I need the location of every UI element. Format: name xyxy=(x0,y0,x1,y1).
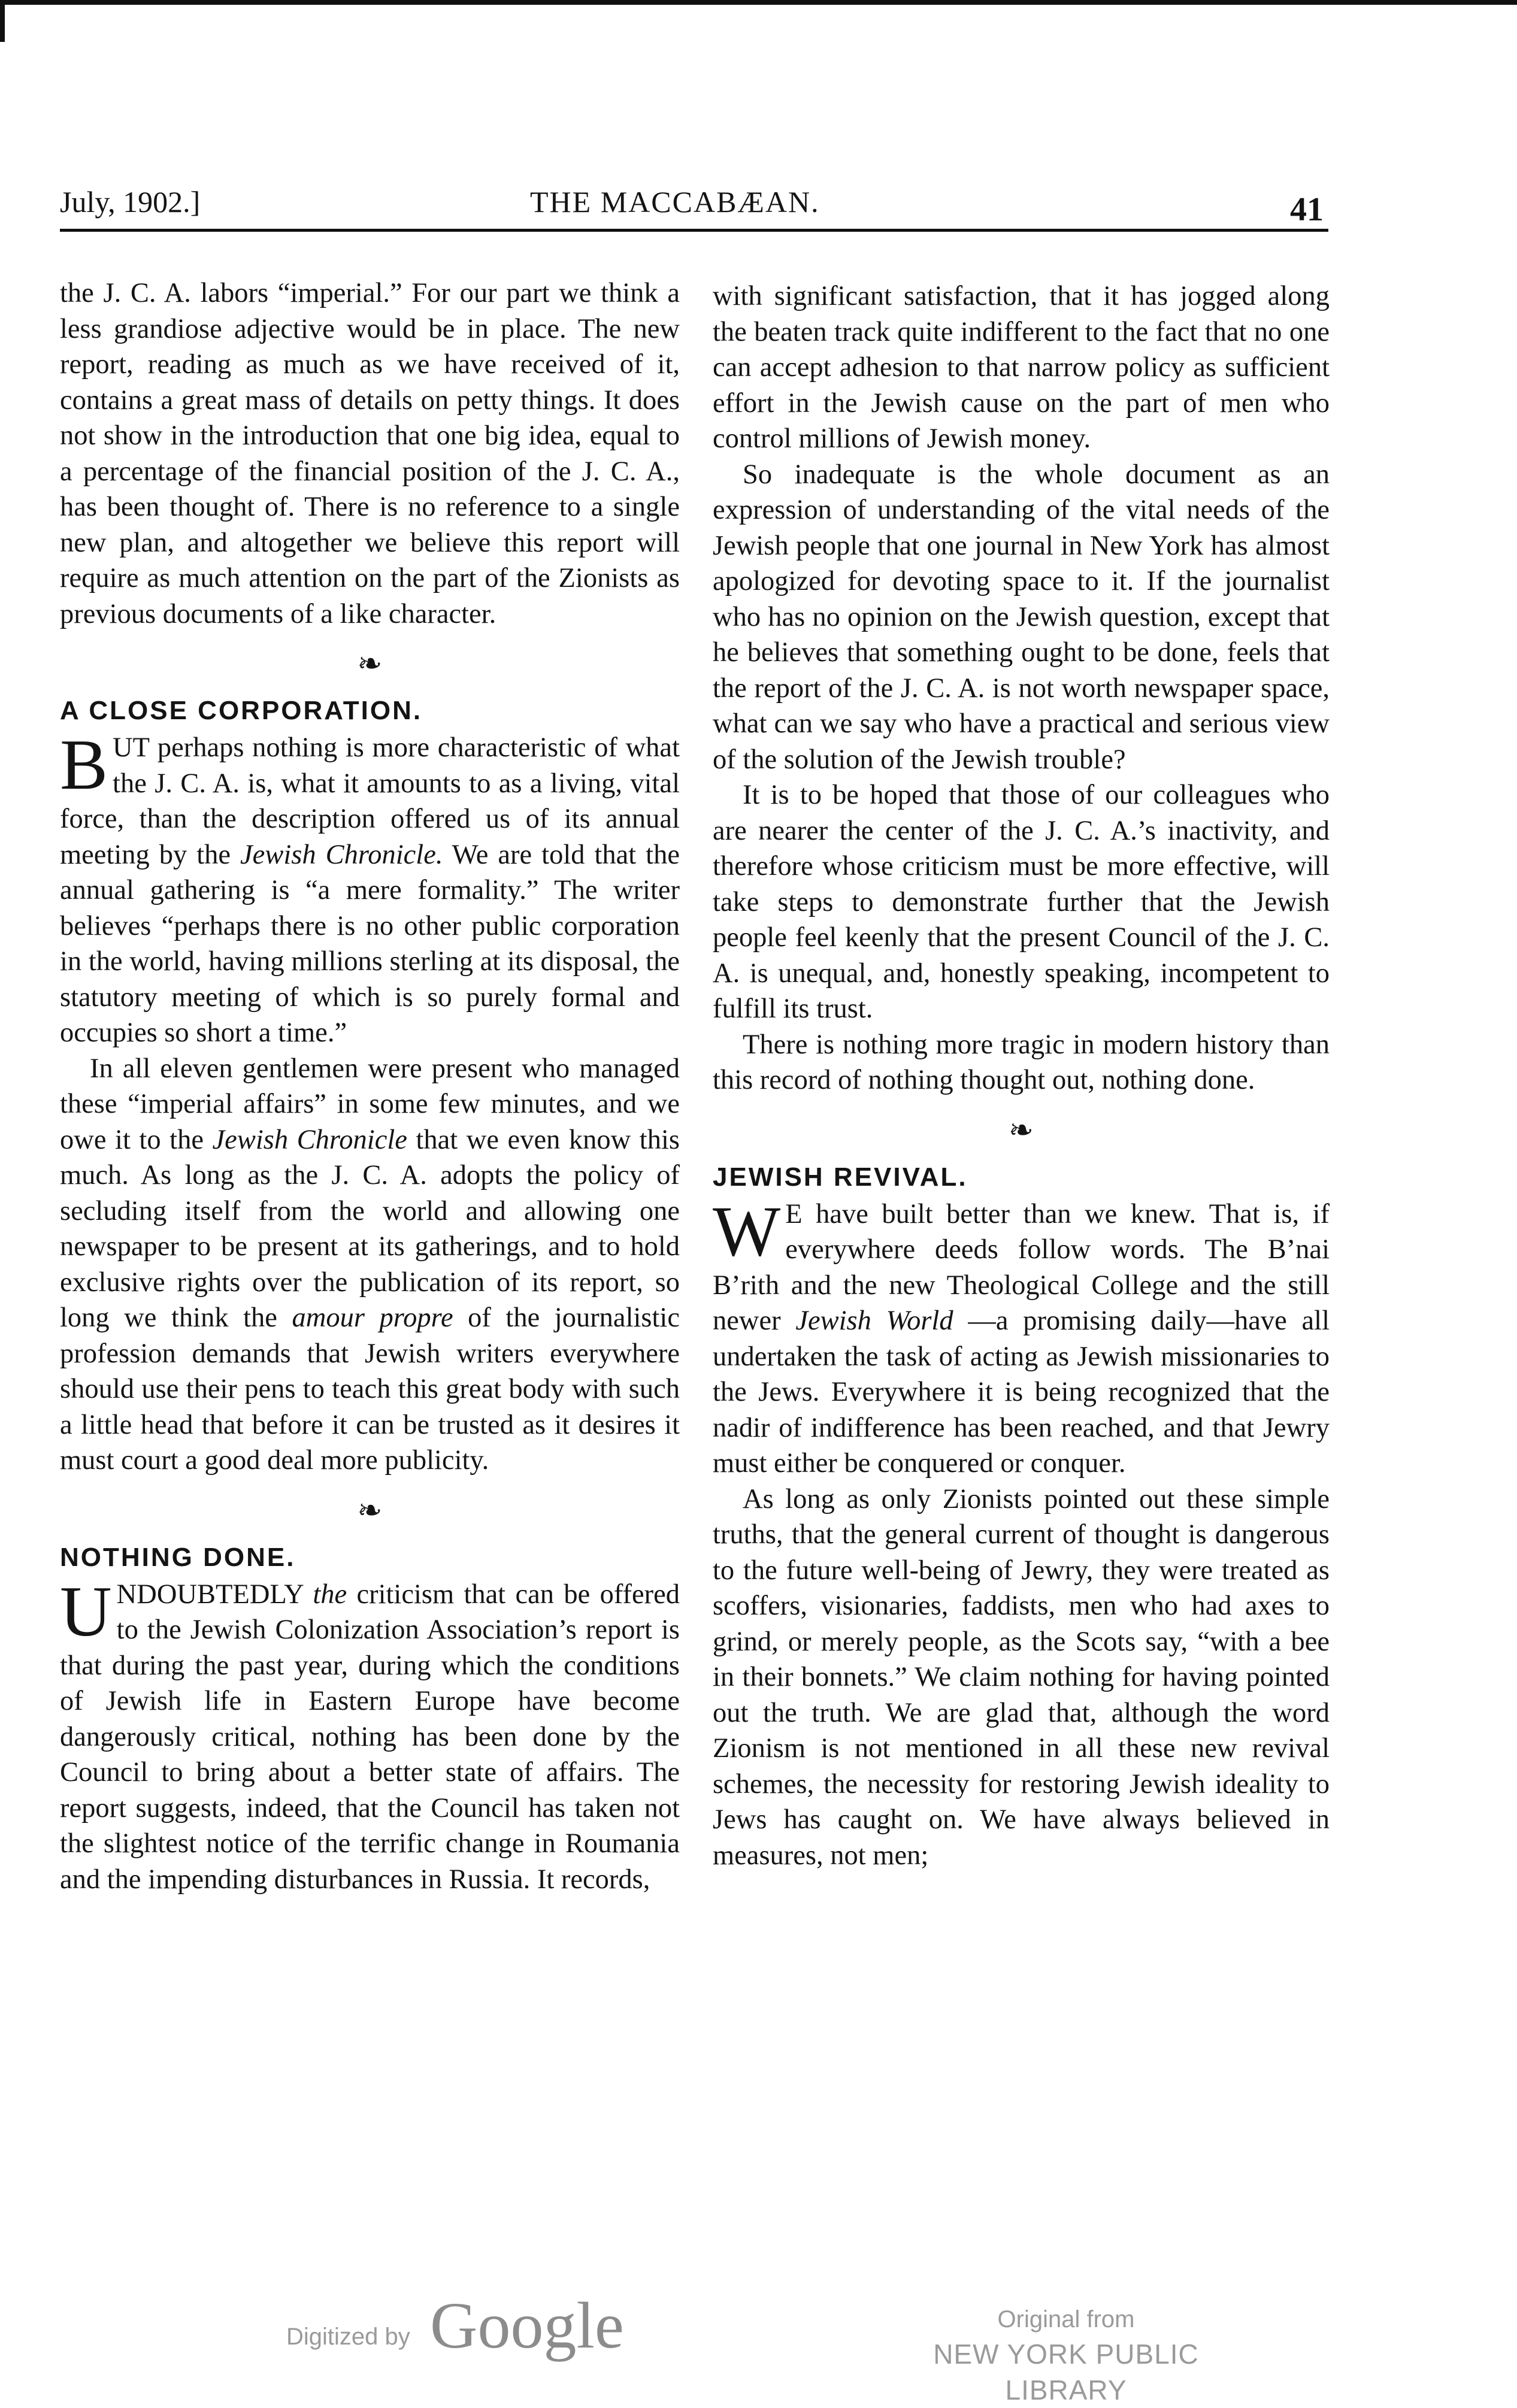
paragraph: So inadequate is the whole document as an expression of understanding of the vital needs of the Jewish people that one journal in New York has almost apologized for devoting space to it. If the journalist who has no opinion on the Jewish question, except that he believes that something ought to be done, feels that the report of the J. C. A. is not worth newspaper space, what can we say who have a practical and serious view of the solution of the Jewish trouble? xyxy=(713,459,1330,775)
right-column xyxy=(713,278,1330,1873)
text-run: of the journalistic profession demands that Jewish writers everywhere should use their pens to teach this great body with such a little head that before it can be trusted as it desires it must court a good deal more publicity. xyxy=(60,1303,680,1476)
text-run-italic: the xyxy=(313,1579,347,1610)
paragraph: with significant satisfaction, that it has jogged along the beaten track quite indifferent to the fact that no one can accept adhesion to that narrow policy as sufficient effort in the Jewish cause on the part of men who control millions of Jewish money. xyxy=(713,281,1330,454)
paragraph: It is to be hoped that those of our colleagues who are nearer the center of the J. C. A.’s inactivity, and therefore whose criticism must be more effective, will take steps to demonstrate further that the Jewish people feel keenly that the present Council of the J. C. A. is unequal, and, honestly speaking, incompetent to fulfill its trust. xyxy=(713,780,1330,1024)
text-run: We are told that the annual gathering is “a mere formality.” The writer believes “perhaps there is no other public corporation in the world, having millions sterling at its disposal, the statutory meeting of which is so purely formal and occupies so short a time.” xyxy=(60,839,680,1048)
drop-cap: U xyxy=(60,1571,112,1651)
text-run: NDOUBTEDLY xyxy=(116,1579,313,1610)
text-run: criticism that can be offered to the Jewish Colonization Association’s report is that during the past year, during which the conditions of Jewish life in Eastern Europe have become dangerously critical, nothing has been done by the Council to bring about a better state of affairs. The report suggests, indeed, that the Council has taken not the slightest notice of the terrific change in Roumania and the impending disturbances in Russia. It records, xyxy=(60,1579,680,1895)
left-column xyxy=(60,275,680,1897)
section-heading-close-corporation: A CLOSE CORPORATION. xyxy=(60,696,423,725)
header-rule xyxy=(60,229,1328,232)
ornament-leaf-icon: ❧ xyxy=(1009,1113,1034,1147)
page-number: 41 xyxy=(1290,191,1324,228)
text-run-italic: Jewish Chronicle. xyxy=(240,839,443,870)
original-from-label: Original from xyxy=(997,2306,1135,2333)
google-logo: Google xyxy=(430,2289,624,2362)
paragraph: As long as only Zionists pointed out these simple truths, that the general current of thought is dangerous to the future well-being of Jewry, they were treated as scoffers, visionaries, faddists, men who had axes to grind, or merely people, as the Scots say, “with a bee in their bonnets.” We claim nothing for having pointed out the truth. We are glad that, although the word Zionism is not mentioned in all these new revival schemes, the necessity for restoring Jewish ideality to Jews has caught on. We have always believed in measures, not men; xyxy=(713,1483,1330,1871)
paragraph xyxy=(60,1571,680,1898)
text-run: E have built better than we knew. That is, if everywhere deeds follow words. The B’nai B’rith and the new Theological College and the still newer xyxy=(713,1198,1330,1336)
text-run: —a promising daily—have all undertaken the task of acting as Jewish missionaries to the Jews. Everywhere it is being recognized that the nadir of indifference has been reached, and that Jewry must either be conquered or conquer. xyxy=(713,1306,1330,1479)
ornament-leaf-icon: ❧ xyxy=(357,1493,383,1527)
paragraph xyxy=(60,1051,680,1479)
text-run: In all eleven gentlemen were present who managed these “imperial affairs” in some few minutes, and we owe it to the xyxy=(60,1053,680,1155)
digitized-label: Digitized by xyxy=(286,2324,410,2350)
paragraph: the J. C. A. labors “imperial.” For our part we think a less grandiose adjective would be in place. The new report, reading as much as we have received of it, contains a great mass of details on petty things. It does not show in the introduction that one big idea, equal to a percentage of the financial position of the J. C. A., has been thought of. There is no reference to a single new plan, and altogether we believe this report will require as much attention on the part of the Zionists as previous documents of a like character. xyxy=(60,278,680,629)
running-header xyxy=(60,180,1324,228)
paragraph xyxy=(60,725,680,1051)
text-run: UT perhaps nothing is more characteristic of what the J. C. A. is, what it amounts to as a living, vital force, than the description offered us of its annual meeting by the xyxy=(60,732,680,870)
section-heading-nothing-done: NOTHING DONE. xyxy=(60,1542,296,1572)
page-top-edge xyxy=(0,0,1517,5)
text-run-italic: Jewish World xyxy=(795,1306,953,1336)
page-corner-edge xyxy=(0,0,5,42)
library-name: NEW YORK PUBLIC LIBRARY xyxy=(933,2339,1199,2406)
paragraph xyxy=(713,1191,1330,1482)
text-run: that we even know this much. As long as the J. C. A. adopts the policy of secluding itself from the world and allowing one newspaper to be present at its gatherings, and to hold exclusive rights over the publication of its report, so long we think the xyxy=(60,1124,680,1333)
masthead-title: THE MACCABÆAN. xyxy=(530,185,820,219)
drop-cap: B xyxy=(60,725,108,804)
paragraph: There is nothing more tragic in modern history than this record of nothing thought out, nothing done. xyxy=(713,1029,1330,1095)
source-library-note xyxy=(880,2303,1252,2408)
ornament-leaf-icon: ❧ xyxy=(357,647,383,680)
issue-date: July, 1902.] xyxy=(60,185,201,219)
text-run-italic: Jewish Chronicle xyxy=(212,1124,407,1155)
text-run-italic: amour propre xyxy=(292,1303,453,1333)
drop-cap: W xyxy=(713,1191,781,1271)
section-heading-jewish-revival: JEWISH REVIVAL. xyxy=(713,1162,968,1192)
